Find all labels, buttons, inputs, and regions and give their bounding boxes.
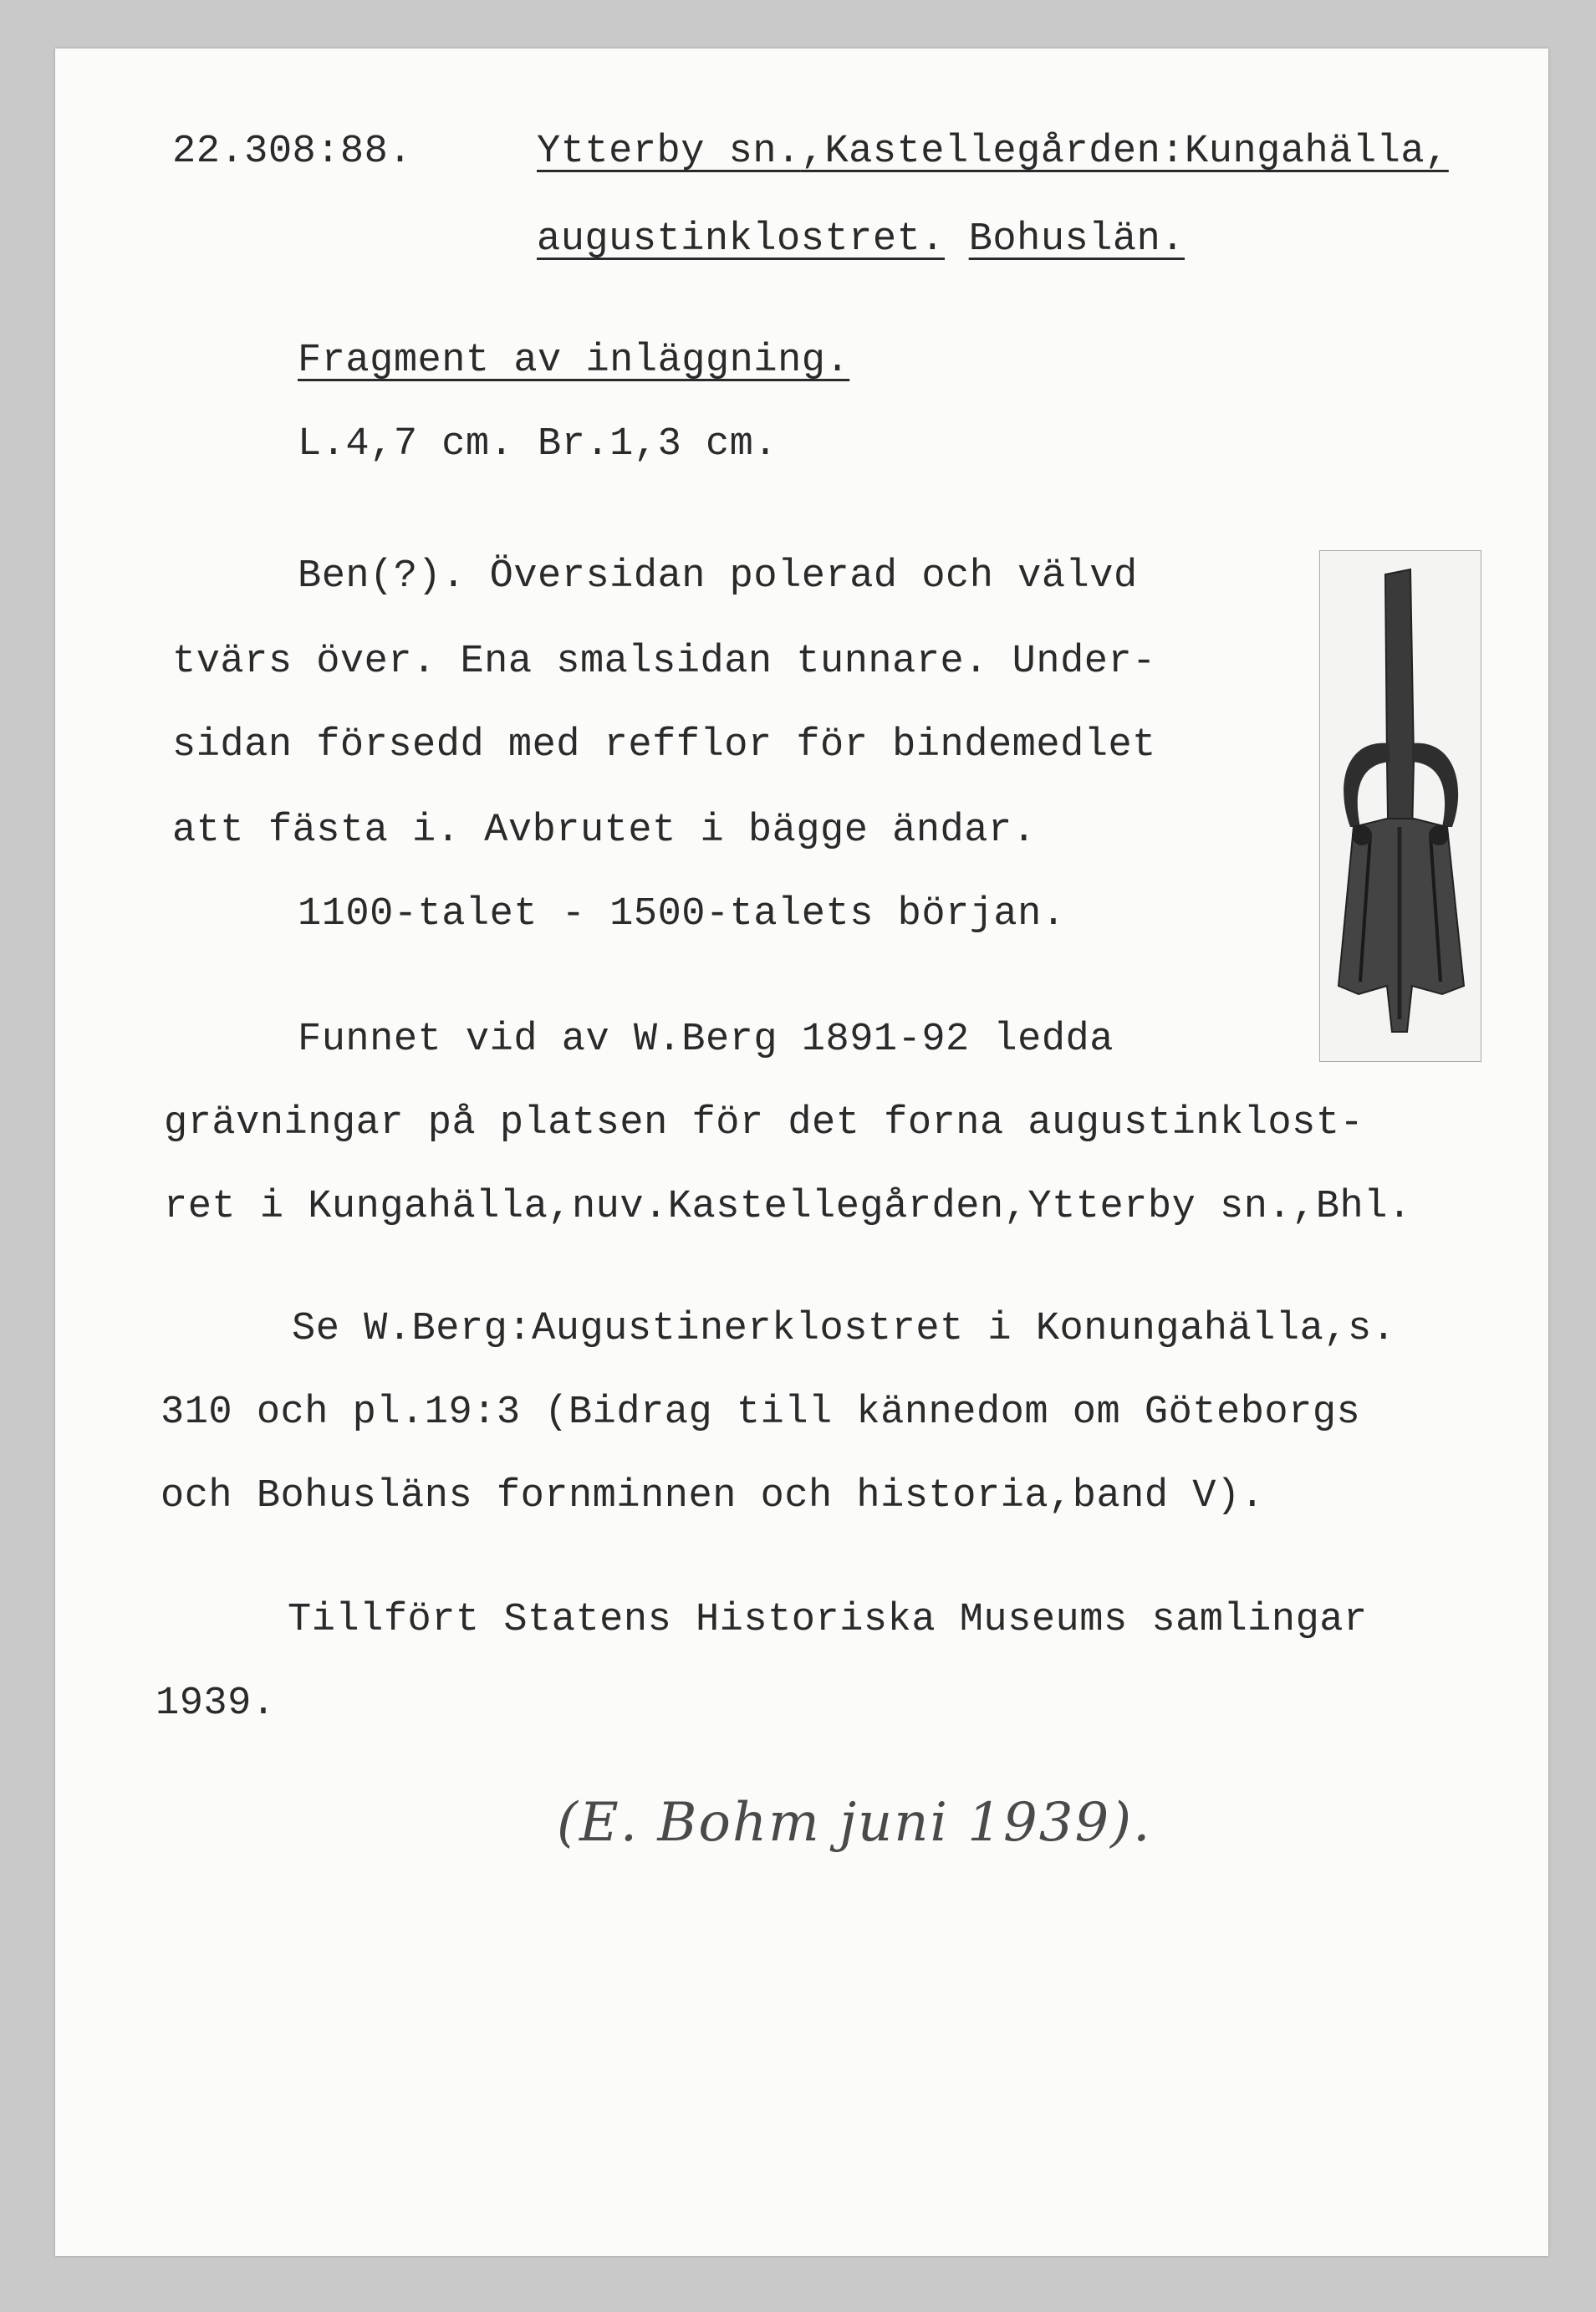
catalog-card	[55, 48, 1548, 2256]
find-line-1: Funnet vid av W.Berg 1891-92 ledda	[298, 1018, 1114, 1062]
accession-line-1: Tillfört Statens Historiska Museums samlingar	[288, 1598, 1368, 1642]
reference-line-3: och Bohusläns fornminnen och historia,band V).	[161, 1474, 1265, 1518]
artifact-image	[1320, 551, 1481, 1061]
site-line-2	[537, 217, 1186, 262]
site-name: ,Kastellegården:Kungahälla,	[800, 130, 1449, 174]
find-line-3: ret i Kungahälla,nuv.Kastellegården,Ytterby sn.,Bhl.	[164, 1185, 1412, 1229]
parish-name: Ytterby sn.	[537, 130, 801, 174]
find-line-2: grävningar på platsen för det forna augustinklost-	[164, 1101, 1364, 1146]
description-line-4: att fästa i. Avbrutet i bägge ändar.	[172, 809, 1037, 853]
catalog-number: 22.308:88.	[172, 130, 413, 174]
reference-line-2: 310 och pl.19:3 (Bidrag till kännedom om Göteborgs	[161, 1391, 1361, 1435]
artifact-photo	[1319, 550, 1481, 1062]
accession-year: 1939.	[156, 1682, 276, 1726]
description-line-2: tvärs över. Ena smalsidan tunnare. Under-	[172, 640, 1156, 684]
province-name: Bohuslän.	[968, 217, 1186, 262]
description-line-3: sidan försedd med refflor för bindemedlet	[172, 723, 1156, 768]
object-title: Fragment av inläggning.	[298, 339, 850, 383]
monastery-name: augustinklostret.	[537, 217, 945, 262]
site-line-1	[537, 130, 1449, 174]
dating: 1100-talet - 1500-talets början.	[298, 892, 1066, 937]
object-dimensions: L.4,7 cm. Br.1,3 cm.	[298, 422, 778, 467]
description-line-1: Ben(?). Översidan polerad och välvd	[298, 554, 1138, 599]
handwritten-signature: (E. Bohm juni 1939).	[557, 1792, 1152, 1854]
reference-line-1: Se W.Berg:Augustinerklostret i Konungahälla,s.	[292, 1307, 1396, 1351]
